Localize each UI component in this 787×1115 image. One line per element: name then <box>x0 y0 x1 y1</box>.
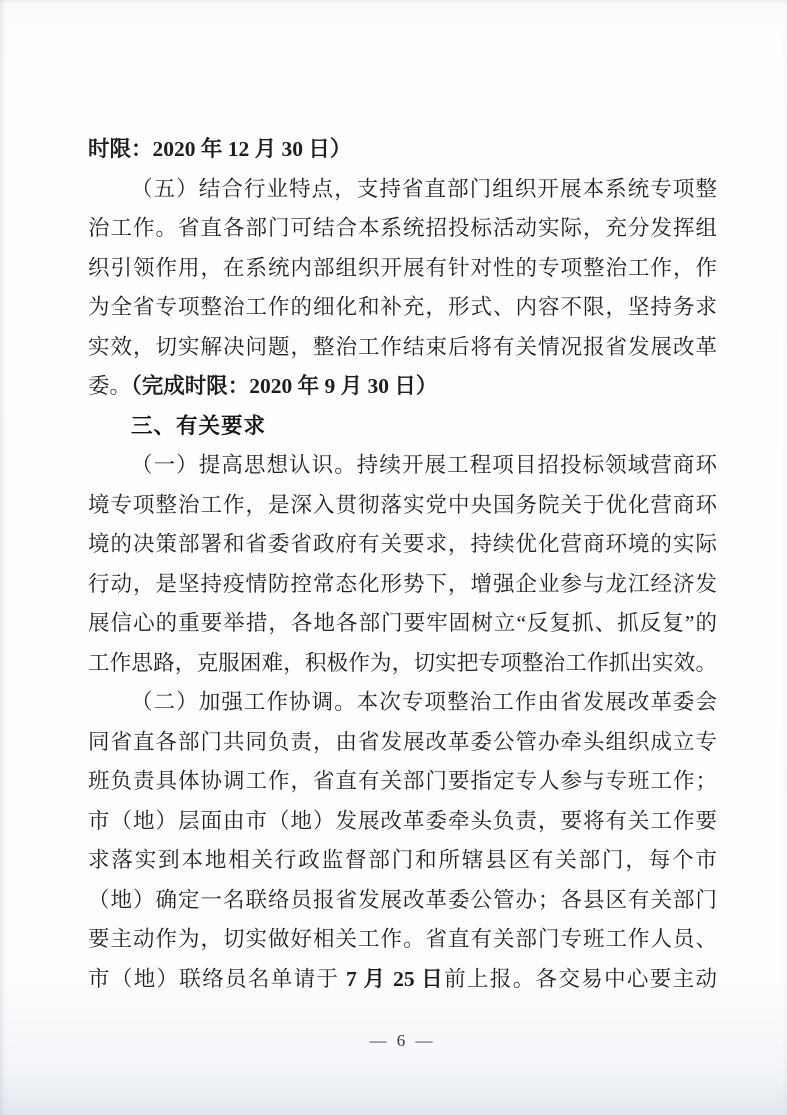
text-segment: （地）确定一名联络员报省发展改革委公管办；各县区有关部门 <box>88 887 717 912</box>
text-segment: 同省直各部门共同负责，由省发展改革委公管办牵头组织成立专 <box>88 729 717 754</box>
text-segment: 境的决策部署和省委省政府有关要求，持续优化营商环境的实际 <box>88 532 717 556</box>
text-segment: 为全省专项整治工作的细化和补充，形式、内容不限，坚持务求 <box>88 295 717 319</box>
text-segment: 求落实到本地相关行政监督部门和所辖县区有关部门，每个市 <box>88 848 717 872</box>
text-line <box>88 802 717 842</box>
text-segment: 展信心的重要举措，各地各部门要牢固树立“反复抓、抓反复”的 <box>88 611 717 635</box>
text-line <box>88 723 717 763</box>
text-line <box>88 130 717 170</box>
text-segment: 时限：2020 年 12 月 30 日） <box>88 137 352 161</box>
text-block <box>88 130 717 999</box>
text-segment: 织引领作用，在系统内部组织开展有针对性的专项整治工作，作 <box>88 255 717 280</box>
text-segment: 境专项整治工作，是深入贯彻落实党中央国务院关于优化营商环 <box>88 492 717 517</box>
text-line <box>88 604 717 644</box>
text-segment: 工作思路，克服困难，积极作为，切实把专项整治工作抓出实效。 <box>88 650 717 675</box>
text-line <box>88 920 717 960</box>
section-heading <box>88 407 717 447</box>
text-line <box>88 565 717 605</box>
text-line <box>88 644 717 684</box>
text-segment: 前上报。各交易中心要主动 <box>444 966 717 991</box>
text-segment: （五）结合行业特点，支持省直部门组织开展本系统专项整 <box>131 176 717 201</box>
text-segment: 委。 <box>88 374 132 398</box>
text-segment: 治工作。省直各部门可结合本系统招投标活动实际，充分发挥组 <box>88 216 717 240</box>
text-line <box>88 170 717 210</box>
text-line <box>88 762 717 802</box>
text-line <box>88 841 717 881</box>
text-segment: 市（地）联络员名单请于 <box>88 966 347 991</box>
text-line <box>88 486 717 526</box>
text-line <box>88 328 717 368</box>
text-segment: 实效，切实解决问题，整治工作结束后将有关情况报省发展改革 <box>88 334 717 359</box>
text-line <box>88 288 717 328</box>
text-line <box>88 249 717 289</box>
page-number: — 6 — <box>369 1031 436 1050</box>
text-line <box>88 367 717 407</box>
text-segment: 行动，是坚持疫情防控常态化形势下，增强企业参与龙江经济发 <box>88 571 717 596</box>
text-line <box>88 446 717 486</box>
text-line <box>88 683 717 723</box>
text-segment: （完成时限：2020 年 9 月 30 日） <box>131 374 438 398</box>
text-segment: （一）提高思想认识。持续开展工程项目招投标领域营商环 <box>131 453 717 477</box>
text-line <box>88 525 717 565</box>
text-segment: （二）加强工作协调。本次专项整治工作由省发展改革委会 <box>131 690 717 714</box>
text-segment: 市（地）层面由市（地）发展改革委牵头负责，要将有关工作要 <box>88 808 717 833</box>
text-line <box>88 881 717 921</box>
text-segment: 要主动作为，切实做好相关工作。省直有关部门专班工作人员、 <box>88 927 717 951</box>
text-segment: 7 月 25 日 <box>346 966 445 991</box>
text-segment: 班负责具体协调工作，省直有关部门要指定专人参与专班工作； <box>88 769 717 793</box>
text-segment: 三、有关要求 <box>131 413 267 438</box>
text-line <box>88 960 717 1000</box>
text-line <box>88 209 717 249</box>
